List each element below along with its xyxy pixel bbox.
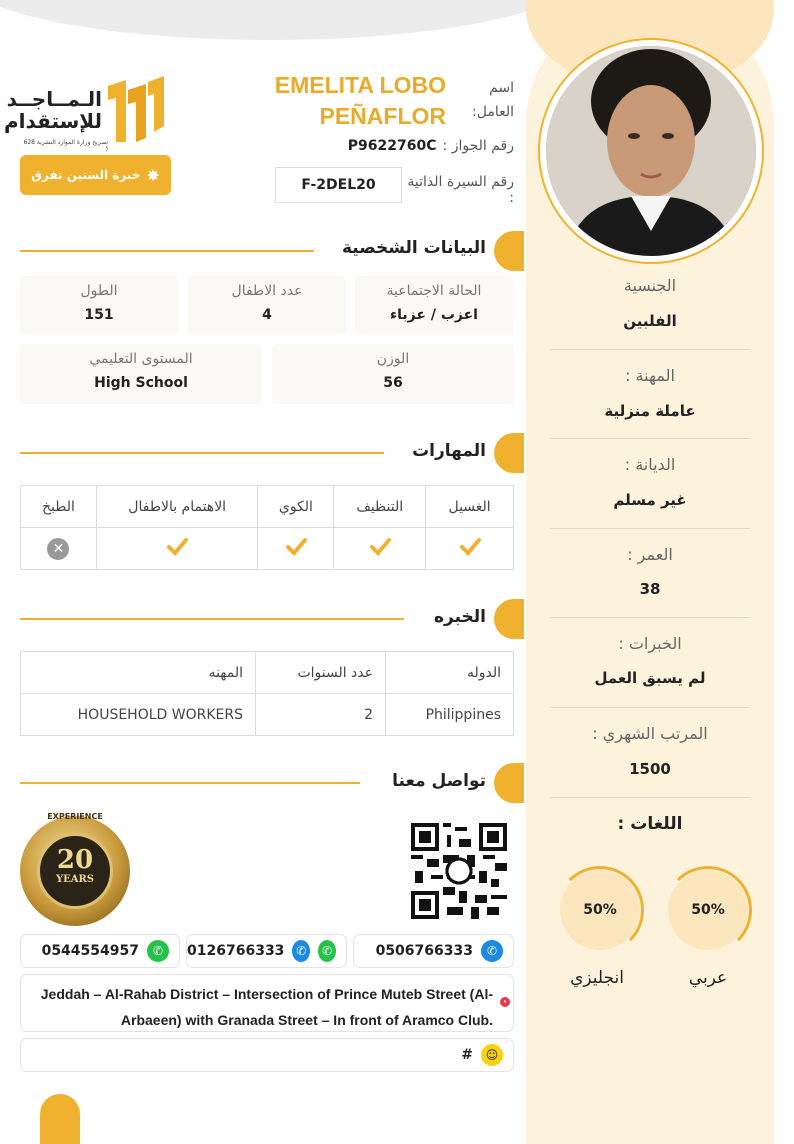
section-tab-experience — [494, 599, 524, 639]
age-value: 38 — [639, 580, 661, 598]
section-line — [20, 782, 360, 784]
job-value: عاملة منزلية — [604, 402, 696, 420]
passport-label: رقم الجواز : — [442, 138, 514, 154]
company-logo-text: الـمــاجــد للإستقدام — [4, 87, 102, 133]
table-cell: HOUSEHOLD WORKERS — [21, 694, 256, 736]
phone-2[interactable]: 0126766333 ✆ ✆ — [186, 934, 347, 968]
skills-table — [20, 485, 514, 570]
weight-card: الوزن 56 — [272, 344, 514, 404]
divider — [550, 707, 750, 708]
religion-label: الديانة : — [624, 455, 676, 474]
address: Jeddah – Al-Rahab District – Intersection of Prince Muteb Street (Al-Arbaeen) with Granada Street – In front of Aramco Club. — [20, 974, 514, 1032]
section-line — [20, 452, 384, 454]
passport-number: P9622760C — [347, 138, 437, 154]
divider — [550, 438, 750, 439]
table-header: الدوله — [386, 652, 514, 694]
arabic-label: عربي — [688, 968, 728, 988]
location-pin-icon: • — [500, 997, 510, 1007]
experience-value: لم يسبق العمل — [594, 669, 706, 687]
check-icon — [459, 536, 481, 558]
section-tab-skills — [494, 433, 524, 473]
phone-1[interactable]: 0506766333 ✆ — [353, 934, 514, 968]
section-line — [20, 618, 404, 620]
salary-label: المرتب الشهري : — [592, 724, 708, 743]
whatsapp-icon: ✆ — [147, 940, 169, 962]
experience-label: الخبرات : — [618, 634, 682, 653]
skill-label: الغسيل — [426, 486, 514, 528]
nationality-label: الجنسية — [623, 276, 677, 295]
contact-section-title: تواصل معنا — [392, 771, 486, 791]
sparkle-icon: ✸ — [146, 165, 160, 185]
skill-label: الاهتمام بالاطفال — [96, 486, 258, 528]
salary-value: 1500 — [629, 760, 671, 778]
english-label: انجليزي — [570, 968, 624, 988]
skill-label: الطبخ — [21, 486, 97, 528]
check-icon — [369, 536, 391, 558]
skill-label: التنظيف — [334, 486, 426, 528]
table-row — [21, 694, 514, 736]
phone-icon: ✆ — [292, 940, 310, 962]
whatsapp-icon: ✆ — [318, 940, 336, 962]
age-label: العمر : — [627, 545, 673, 564]
experience-badge: ✸ خبرة السنين تفرق — [20, 155, 171, 195]
divider — [550, 349, 750, 350]
check-icon — [285, 536, 307, 558]
snapchat[interactable]: # ☺ — [20, 1038, 514, 1072]
personal-section-title: البيانات الشخصية — [341, 238, 486, 258]
top-decoration — [0, 0, 580, 40]
company-logo-mark — [102, 76, 168, 146]
snapchat-icon: ☺ — [481, 1044, 503, 1066]
table-header: عدد السنوات — [256, 652, 386, 694]
cv-number-label: رقم السيرة الذاتية : — [407, 174, 514, 206]
children-card: عدد الاطفال 4 — [188, 276, 346, 334]
experience-seal: 20 YEARS — [20, 816, 130, 926]
section-tab-personal — [494, 231, 524, 271]
section-line — [20, 250, 314, 252]
nationality-value: الفلبين — [623, 312, 677, 330]
divider — [550, 797, 750, 798]
cv-number: F-2DEL20 — [275, 167, 402, 203]
qr-code[interactable] — [411, 823, 507, 919]
religion-value: غير مسلم — [613, 491, 687, 509]
table-cell: Philippines — [386, 694, 514, 736]
worker-name: EMELITA LOBO PEÑAFLOR — [274, 72, 446, 129]
check-icon — [166, 536, 188, 558]
x-circle-icon: ✕ — [47, 538, 69, 560]
seal-text: EXPERIENCE — [47, 812, 103, 821]
worker-name-label: اسم العامل: — [472, 80, 514, 120]
bottom-decoration — [40, 1094, 80, 1144]
phone-3[interactable]: 0544554957 ✆ — [20, 934, 180, 968]
divider — [550, 528, 750, 529]
height-card: الطول 151 — [20, 276, 178, 334]
job-label: المهنة : — [625, 366, 675, 385]
divider — [550, 617, 750, 618]
license-text: تصريح وزارة الموارد البشرية 628 ) — [23, 139, 108, 153]
english-level: 50% — [560, 870, 640, 950]
languages-title: اللغات : — [617, 814, 683, 834]
experience-table — [20, 651, 514, 736]
skill-label: الكوي — [258, 486, 334, 528]
section-tab-contact — [494, 763, 524, 803]
marital-card: الحالة الاجتماعية اعزب / عزباء — [355, 276, 513, 334]
table-header: المهنه — [21, 652, 256, 694]
table-cell: 2 — [256, 694, 386, 736]
skills-section-title: المهارات — [412, 441, 486, 461]
worker-photo — [546, 46, 756, 256]
arabic-level: 50% — [668, 870, 748, 950]
education-card: المستوى التعليمي High School — [20, 344, 262, 404]
experience-section-title: الخبره — [433, 607, 486, 627]
phone-icon: ✆ — [481, 940, 503, 962]
